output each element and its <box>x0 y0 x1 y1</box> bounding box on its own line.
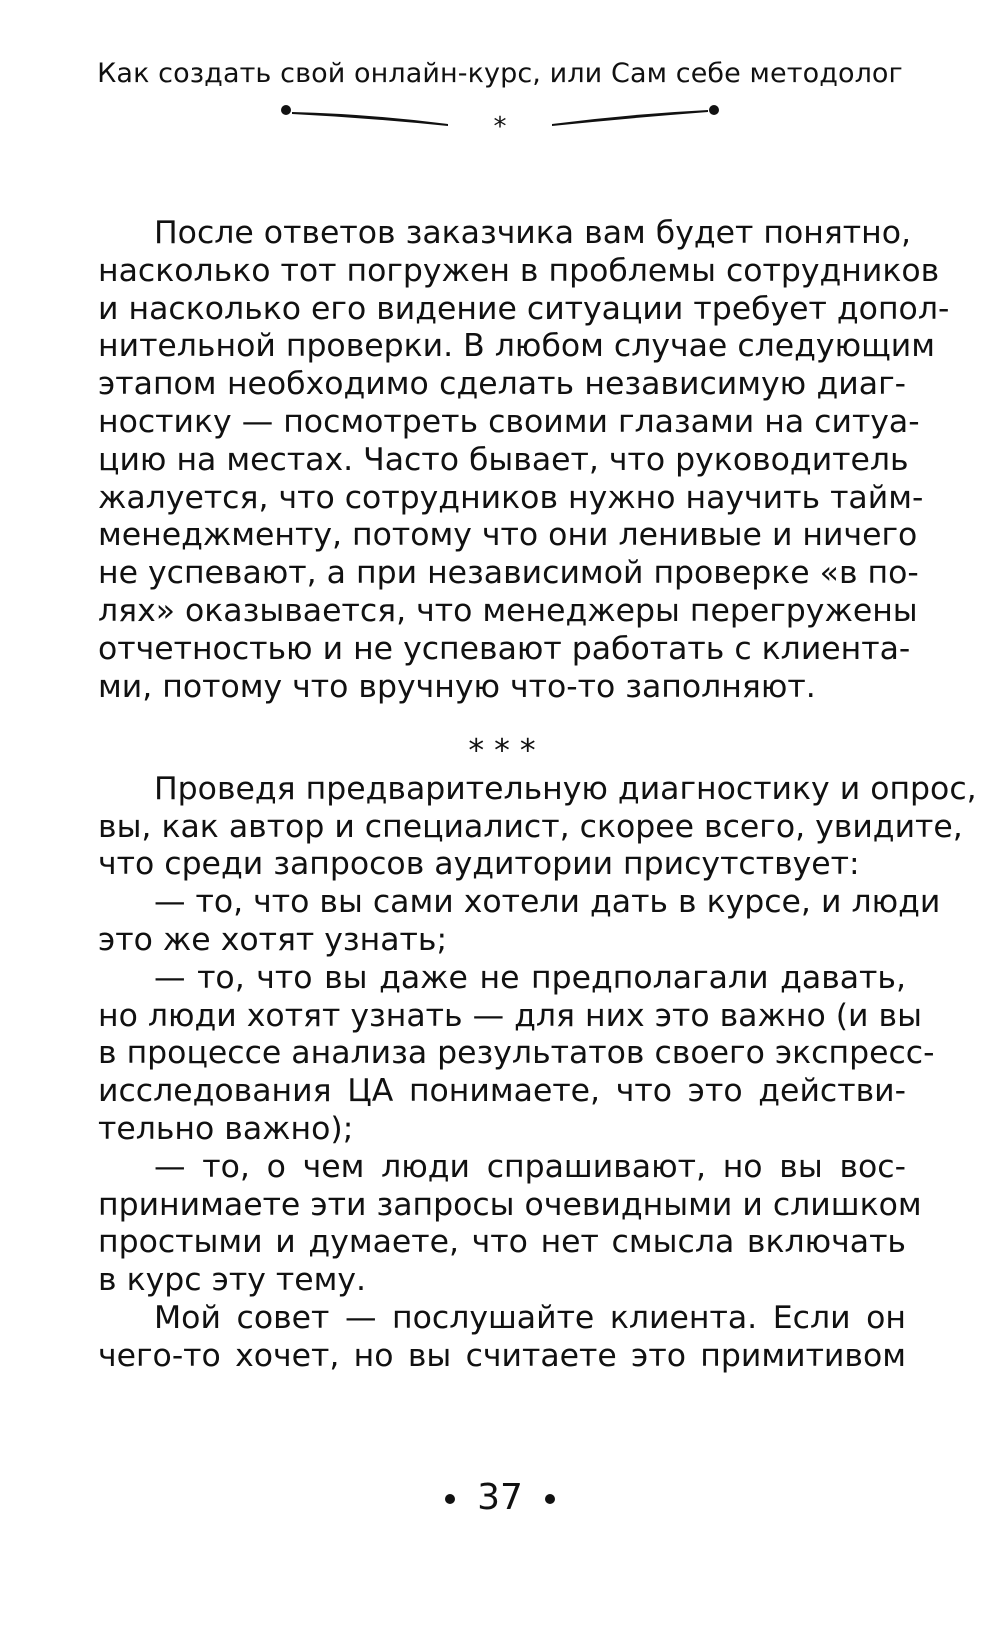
text-line: что среди запросов аудитории присутствует: <box>98 846 860 883</box>
text-line: тельно важно); <box>98 1110 354 1147</box>
page-number: 37 <box>477 1477 523 1518</box>
text-line: этапом необходимо сделать независимую диаг- <box>98 366 906 403</box>
text-line: но люди хотят узнать — для них это важно (и вы <box>98 997 922 1034</box>
section-separator: * * * <box>468 733 536 769</box>
page-footer <box>0 1478 1000 1518</box>
text-line: исследования ЦА понимаете, что это действи- <box>98 1073 906 1110</box>
text-line: вы, как автор и специалист, скорее всего, увидите, <box>98 808 963 845</box>
text-line: не успевают, а при независимой проверке «в по- <box>98 555 919 592</box>
text-line: в курс эту тему. <box>98 1262 367 1299</box>
text-line: лях» оказывается, что менеджеры перегружены <box>98 592 918 629</box>
text-line: — то, что вы даже не предполагали давать, <box>154 959 906 996</box>
text-line: принимаете эти запросы очевидными и слишком <box>98 1186 922 1223</box>
text-line: ми, потому что вручную что-то заполняют. <box>98 668 816 705</box>
text-line: — то, о чем люди спрашивают, но вы вос- <box>154 1148 906 1185</box>
text-line: После ответов заказчика вам будет понятно, <box>154 215 911 251</box>
text-line: цию на местах. Часто бывает, что руководитель <box>98 441 909 478</box>
text-line: жалуется, что сотрудников нужно научить тайм- <box>98 479 924 516</box>
text-line: отчетностью и не успевают работать с клиента- <box>98 630 911 667</box>
text-line: это же хотят узнать; <box>98 921 448 958</box>
text-line: и насколько его видение ситуации требует допол- <box>98 290 950 327</box>
paragraph-block-1 <box>98 215 950 706</box>
bullet-icon <box>545 1494 555 1504</box>
svg-text:*: * <box>493 112 507 137</box>
text-line: — то, что вы сами хотели дать в курсе, и люди <box>154 884 941 921</box>
star-divider-icon <box>280 97 720 137</box>
text-line: Мой совет — послушайте клиента. Если он <box>154 1299 906 1336</box>
text-line: менеджменту, потому что они ленивые и ничего <box>98 517 918 554</box>
text-line: ностику — посмотреть своими глазами на ситуа- <box>98 403 920 440</box>
text-line: нительной проверки. В любом случае следующим <box>98 328 935 365</box>
text-line: Проведя предварительную диагностику и опрос, <box>154 770 977 807</box>
bullet-icon <box>445 1494 455 1504</box>
text-line: в процессе анализа результатов своего экспресс- <box>98 1035 935 1072</box>
text-line: чего-то хочет, но вы считаете это примитивом <box>98 1337 906 1374</box>
text-line: простыми и думаете, что нет смысла включать <box>98 1224 906 1261</box>
paragraph-block-2 <box>98 733 977 1376</box>
running-header: Как создать свой онлайн-курс, или Сам себе методолог <box>97 58 903 89</box>
text-line: насколько тот погружен в проблемы сотрудников <box>98 252 940 289</box>
